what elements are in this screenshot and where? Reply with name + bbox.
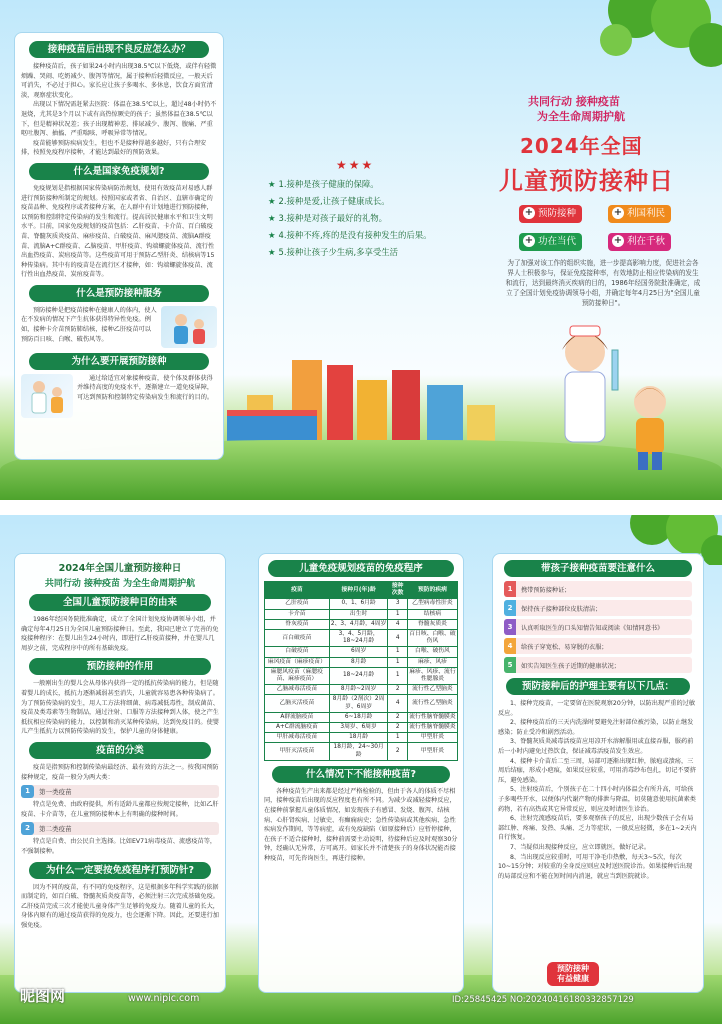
table-row bbox=[265, 619, 458, 629]
table-cell: 流行性脑脊髓膜炎 bbox=[407, 712, 457, 722]
family-illustration bbox=[161, 306, 217, 348]
paragraph: 特点是免费、由政府提供，所有适龄儿童都应按规定接种，比如乙肝疫苗、卡介苗等，在儿童预防接种本上有明确的接种时间。 bbox=[21, 801, 219, 818]
table-cell: 流行性脑脊髓膜炎 bbox=[407, 723, 457, 733]
slogan-list bbox=[268, 176, 468, 261]
section-title-precautions: 带孩子接种疫苗要注意什么 bbox=[504, 560, 692, 577]
table-cell: 卡介苗 bbox=[265, 609, 330, 619]
table-cell: 1 bbox=[388, 667, 407, 684]
table-row bbox=[265, 695, 458, 712]
table-cell: 白喉、破伤风 bbox=[407, 647, 457, 657]
table-cell: 3 bbox=[388, 599, 407, 609]
precaution-item bbox=[504, 619, 692, 635]
table-row bbox=[265, 723, 458, 733]
table-cell: 麻疹、风疹、流行性腮腺炎 bbox=[407, 667, 457, 684]
inner-left-panel bbox=[14, 553, 226, 993]
table-row bbox=[265, 733, 458, 743]
table-header-cell: 接种次数 bbox=[388, 582, 407, 599]
paragraph: 通过给适宜对象接种疫苗，使个体及群体获得并维持高度的免疫水平，逐渐建立一道免疫屏障，可达到预防和控制特定传染病发生和流行的目的。 bbox=[77, 374, 214, 402]
table-row bbox=[265, 685, 458, 695]
nurse-child-illustration bbox=[540, 322, 690, 472]
slogan-item: ★ 4.接种不疼,疼的是没有接种发生的后果。 bbox=[268, 230, 432, 240]
section-title-schedule: 儿童免疫规划疫苗的免疫程序 bbox=[268, 560, 454, 577]
paragraph: 出现以下情况需赶紧去医院：体温在38.5℃以上，超过48小时仍不退烧，尤其是3个月以下或有高热惊厥史的孩子；虽然体温在38.5℃以下，但是精神状况差；孩子出现精神差、排尿减少、腹泻、腹痛、严重呕吐腹泻、抽搐、严重喘咳、呼吸异常等情况。 bbox=[21, 101, 217, 138]
aftercare-item: 2、接种疫苗后的三天内洗澡时要避免注射部位被污染，以防止继发感染；防止受冷和剧烈活动。 bbox=[498, 719, 694, 736]
cover-tag: + 利在千秋 bbox=[608, 233, 671, 251]
table-cell: 1 bbox=[388, 647, 407, 657]
precaution-text: 携带预防接种证； bbox=[521, 586, 571, 594]
table-cell: 白破疫苗 bbox=[265, 647, 330, 657]
star-icon: ★ bbox=[268, 213, 276, 223]
aftercare-item: 8、当出现反应较重时，可用干净毛巾热敷，每天3~5次，每次10~15分钟；对较重的全身反应则应及时送医院诊治。如果接种后出现的局部反应和不能在短时间内消退，就应当到医院就诊。 bbox=[498, 853, 693, 880]
section-title-vaccine-types: 疫苗的分类 bbox=[29, 742, 211, 759]
table-row bbox=[265, 667, 458, 684]
watermark-id: ID:25845425 NO:20240416180332857129 bbox=[452, 995, 634, 1005]
cover-main-title: 儿童预防接种日 bbox=[499, 167, 674, 195]
section-title-why-schedule: 为什么一定要按免疫程序打预防针? bbox=[29, 862, 211, 879]
section-title-contraindications: 什么情况下不能接种疫苗? bbox=[272, 766, 450, 783]
table-cell: 甲肝减毒活疫苗 bbox=[265, 733, 330, 743]
table-cell: 2 bbox=[388, 743, 407, 760]
aftercare-item: 6、注射完流感疫苗后，要多观察孩子的反应，出现少数孩子会有局部红肿、疼痛、发热、头痛、乏力等症状，一般反应轻微，多在1~2天内自行恢复。 bbox=[498, 815, 697, 842]
health-badge: 预防接种 有益健康 bbox=[547, 962, 599, 986]
table-row bbox=[265, 647, 458, 657]
category-label: 2 第二类疫苗 bbox=[21, 822, 219, 835]
paragraph: 疫苗能够预防疾病发生，但也不是接种得越多越好，只有合理安排，按照免疫程序接种，才能达到最好的预防效果。 bbox=[21, 139, 207, 157]
table-cell: 18月龄 bbox=[329, 733, 388, 743]
table-cell: 乙肝疫苗 bbox=[265, 599, 330, 609]
table-cell: 脊髓灰质炎 bbox=[407, 619, 457, 629]
number-badge: 1 bbox=[504, 581, 516, 597]
number-badge: 2 bbox=[21, 822, 34, 835]
star-icon: ★ bbox=[268, 196, 276, 206]
watermark-brand: 昵图网 bbox=[20, 987, 66, 1005]
table-cell: 1 bbox=[388, 609, 407, 619]
precaution-text: 保持孩子接种部位皮肤清洁； bbox=[521, 605, 602, 613]
brochure-inner-side bbox=[0, 515, 722, 1024]
table-row bbox=[265, 657, 458, 667]
slogan-item: ★ 1.接种是孩子健康的保障。 bbox=[268, 179, 379, 189]
brochure-outer-side bbox=[0, 0, 722, 500]
paragraph: 接种疫苗后，孩子如果24小时内出现38.5℃以下低烧，或伴有轻微烦躁、哭闹、吃奶减少、腹泻等情况，属于接种后轻微反应，一般天后可消失，不必过于担心。家长应让孩子多喝水、多休息，饮食方面宜清淡，观察症状变化。 bbox=[21, 63, 217, 99]
star-icon: ★ bbox=[268, 179, 276, 189]
table-cell: 4 bbox=[388, 630, 407, 647]
table-cell: 乙型病毒性肝炎 bbox=[407, 599, 457, 609]
table-cell: 4 bbox=[388, 619, 407, 629]
table-cell: 流行性乙型脑炎 bbox=[407, 695, 457, 712]
section-title-immunization-plan: 什么是国家免疫规划? bbox=[29, 163, 209, 180]
cover-tag: + 预防接种 bbox=[519, 205, 582, 223]
slogan-item: ★ 3.接种是对孩子最好的礼物。 bbox=[268, 213, 388, 223]
table-cell: 2 bbox=[388, 723, 407, 733]
precaution-item bbox=[504, 581, 692, 597]
table-cell: 4 bbox=[388, 695, 407, 712]
precaution-text: 给孩子穿宽松、易穿脱的衣服； bbox=[521, 643, 608, 651]
table-row bbox=[265, 599, 458, 609]
sheet-divider bbox=[0, 500, 722, 515]
plus-icon: + bbox=[524, 207, 534, 218]
table-cell: 3周岁、6周岁 bbox=[329, 723, 388, 733]
table-cell: 8月龄（2剂次）2周岁、6周岁 bbox=[329, 695, 388, 712]
precaution-item bbox=[504, 638, 692, 654]
precaution-text: 如实告知医生孩子近期的健康状况； bbox=[521, 662, 620, 670]
watermark-url: www.nipic.com bbox=[128, 993, 200, 1004]
table-cell: 2 bbox=[388, 712, 407, 722]
cover-tag: + 功在当代 bbox=[519, 233, 582, 251]
paragraph: 预防接种是把疫苗接种在健康人的体内，使人在不发病的情况下产生抗体获得特异性免疫。例如，接种卡介苗预防肺结核，接种乙肝疫苗可以预防百日咳、白喉、破伤风等。 bbox=[21, 306, 157, 343]
aftercare-item: 5、注射疫苗后，个别孩子在二十四小时内体温会有所升高，可给孩子多喝些开水，以便体内代谢产物的排泄与降温，切莫随意使用抗菌素类药物，若有高热或其它异常反应，则应及时请医生诊治。 bbox=[498, 786, 696, 813]
table-cell: 甲型肝炎 bbox=[407, 743, 457, 760]
table-cell: 1 bbox=[388, 657, 407, 667]
aftercare-item: 3、脊髓灰质炎减毒活疫苗应用凉开水溶解服用或直接吞服，服药前后一小时内避免过热饮食，保证减毒活疫苗发生效应。 bbox=[498, 738, 694, 755]
table-cell: 0、1、6月龄 bbox=[329, 599, 388, 609]
section-title-function: 预防接种的作用 bbox=[29, 658, 211, 675]
star-icon: ★ bbox=[268, 247, 276, 257]
section-title-vaccination-service: 什么是预防接种服务 bbox=[29, 285, 209, 302]
paragraph: 一般刚出生的婴儿会从母体内获得一定的抵抗传染病的能力，但是随着婴儿的成长，抵抗力逐渐减弱甚至消失，儿童就容易患各种传染病了。为了预防传染病的发生，用人工方法将细菌、病毒减低毒性，制成菌苗、疫苗及类毒素等生物制品，通过注射、口服等方法接种到人体，使之产生抵抗相应传染病的能力，以控制和消灭某种传染病，达到免疫目的。使婴儿产生抵抗力以预防传染病的发生，保护儿童的身体健康。 bbox=[21, 680, 219, 736]
tree-leaves-decoration bbox=[596, 0, 722, 70]
category-label: 1 第一类疫苗 bbox=[21, 785, 219, 798]
inner-middle-panel bbox=[258, 553, 464, 993]
table-cell: 2、3、4月龄，4周岁 bbox=[329, 619, 388, 629]
inner-right-panel bbox=[492, 553, 704, 993]
cover-tag: + 利国利民 bbox=[608, 205, 671, 223]
inner-left-slogan: 共同行动 接种疫苗 为全生命周期护航 bbox=[44, 579, 196, 589]
table-cell: 8月龄~2周岁 bbox=[329, 685, 388, 695]
table-cell: 甲肝灭活疫苗 bbox=[265, 743, 330, 760]
paragraph: 因为不同的疫苗，有不同的免疫程序，这是根据多年科学实践的依据而制定的，如百白破、脊髓灰质炎疫苗等，必须注射三次完成基础免疫。乙肝疫苗完成三次才能使儿童身体产生足够的免疫力。随着儿童的长大，身体内原有的通过疫苗获得的免疫力，也会逐渐下降。因此，还要进行加强免疫。 bbox=[21, 883, 219, 929]
table-cell: 2 bbox=[388, 685, 407, 695]
section-title-aftercare: 预防接种后的护理主要有以下几点： bbox=[506, 678, 690, 695]
number-badge: 5 bbox=[504, 657, 516, 673]
number-badge: 1 bbox=[21, 785, 34, 798]
table-header-cell: 接种月(年)龄 bbox=[329, 582, 388, 599]
aftercare-item: 1、接种完疫苗，一定要留在医院观察20分钟，以防出现严重的过敏反应。 bbox=[498, 700, 696, 717]
table-cell: 18~24月龄 bbox=[329, 667, 388, 684]
precaution-text: 认真听取医生的口头知情告知或阅读《知情同意书》 bbox=[521, 624, 664, 632]
table-cell: 乙脑减毒活疫苗 bbox=[265, 685, 330, 695]
table-cell: A群流脑疫苗 bbox=[265, 712, 330, 722]
table-cell: 结核病 bbox=[407, 609, 457, 619]
precaution-item bbox=[504, 657, 692, 673]
table-cell: 8月龄 bbox=[329, 657, 388, 667]
star-icon: ★ bbox=[268, 230, 276, 240]
number-badge: 4 bbox=[504, 638, 516, 654]
section-title-why-vaccinate: 为什么要开展预防接种 bbox=[29, 353, 209, 370]
table-cell: 百白破疫苗 bbox=[265, 630, 330, 647]
table-cell: 乙脑灭活疫苗 bbox=[265, 695, 330, 712]
paragraph: 特点是自费、由公民自主选择。比如EV71病毒疫苗、流感疫苗等，不强制接种。 bbox=[21, 838, 217, 855]
table-cell: 6周岁 bbox=[329, 647, 388, 657]
slogan-item: ★ 2.接种是爱,让孩子健康成长。 bbox=[268, 196, 390, 206]
table-header-cell: 预防的疾病 bbox=[407, 582, 457, 599]
paragraph: 免疫规划是指根据国家传染病防治规划，使用有效疫苗对易感人群进行预防接种所制定的规划。按照国家或者省、自治区、直辖市确定的疫苗品种、免疫程序或者接种方案，在人群中有计划地进行预防接种，以预防和控制特定传染病的发生和流行。提高居民健康水平和卫生文明水平。目前，国家免疫规划的疫苗包括：乙肝疫苗、卡介苗、百白破疫苗、脊髓灰质炎疫苗、麻疹疫苗、白破疫苗、麻风腮疫苗、流脑A群疫苗、流脑A+C群疫苗、乙脑疫苗、甲肝疫苗、钩端螺旋体疫苗、流行性出血热疫苗、炭疽疫苗等。这些疫苗可用于预防乙型肝炎、结核病等15种传染病。其中有的疫苗是在流行区才接种，如：钩端螺旋体疫苗、流行性出血热疫苗、炭疽疫苗等。 bbox=[21, 184, 215, 279]
aftercare-item: 4、接种卡介苗后二至三周，局部可逐渐出现红肿，脓疱或溃疡，三周后结痂，形成小疤痕，如果反应较重，可用消毒纱布包扎，切记不要挤压，避免感染。 bbox=[498, 757, 696, 784]
table-cell: 3、4、5月龄，18~24月龄 bbox=[329, 630, 388, 647]
table-cell: A+C群流脑疫苗 bbox=[265, 723, 330, 733]
table-row bbox=[265, 630, 458, 647]
table-cell: 出生时 bbox=[329, 609, 388, 619]
paragraph: 1986年经国务院批准确定，成立了全国计划免疫协调领导小组，并确定每年4月25日为全国儿童预防接种日。至此，我国已建立了完善的免疫接种程序：在婴儿出生24小时内，即进行乙肝疫苗接种，并在婴儿几周岁之前，完成程序中的所有基础免疫。 bbox=[21, 616, 219, 652]
table-cell: 麻疹、风疹 bbox=[407, 657, 457, 667]
table-header-cell: 疫苗 bbox=[265, 582, 330, 599]
table-cell: 甲型肝炎 bbox=[407, 733, 457, 743]
table-cell: 6~18月龄 bbox=[329, 712, 388, 722]
plus-icon: + bbox=[613, 207, 623, 218]
plus-icon: + bbox=[613, 235, 623, 246]
table-cell: 流行性乙型脑炎 bbox=[407, 685, 457, 695]
table-cell: 18月龄，24~30月龄 bbox=[329, 743, 388, 760]
inner-left-title: 2024年全国儿童预防接种日 bbox=[58, 563, 182, 574]
section-title-adverse-reaction: 接种疫苗后出现不良反应怎么办？ bbox=[29, 41, 209, 58]
table-cell: 麻风疫苗（麻疹疫苗） bbox=[265, 657, 330, 667]
left-info-panel bbox=[14, 32, 224, 460]
table-cell: 百日咳、白喉、破伤风 bbox=[407, 630, 457, 647]
plus-icon: + bbox=[524, 235, 534, 246]
table-cell: 1 bbox=[388, 733, 407, 743]
cover-intro-text: 为了加强对该工作的组织实施，进一步提高影响力度，促进社会各界人士积极参与，保证免疫接种率，有效地防止相应传染病的发生和流行，达到最终消灭疾病的目的，1986年经国务院批准确定，成立了全国计划免疫协调领导小组，并确定每年4月25日为"全国儿童预防接种日"。 bbox=[505, 259, 701, 307]
slogan-item: ★ 5.接种让孩子少生病,多享受生活 bbox=[268, 247, 399, 257]
precaution-item bbox=[504, 600, 692, 616]
table-row bbox=[265, 712, 458, 722]
section-title-origin: 全国儿童预防接种日的由来 bbox=[29, 594, 211, 611]
table-cell: 麻腮风疫苗（麻腮疫苗、麻疹疫苗） bbox=[265, 667, 330, 684]
paragraph: 各种疫苗生产出来都是经过严格检验的，但由于各人的体质不尽相同，接种疫苗后出现的反应程度也有所不同。为减少或减轻接种反应，在接种前掌握儿童体质情况，如发现孩子有感冒、发烧、腹泻、结核病、心肝肾疾病、过敏史、有癫痫病史；急性传染病或其他疾病、急性疾病发作期间，等等病症，或有免疫缺陷（如原接种后）应暂停接种，在孩子不适合接种时，接种前需要主动说明，待接种后应及时观察30分钟，经确认无异常，方可离开。如家长并不清楚孩子的身体状况能否接种疫苗，可先咨询医生，再进行接种。 bbox=[264, 787, 458, 863]
cover-year-title: 2024年全国 bbox=[520, 134, 643, 158]
cover-slogan-line2: 为全生命周期护航 bbox=[537, 110, 625, 123]
aftercare-item: 7、当疑似出现接种反应，应立即就医，做好记录。 bbox=[510, 843, 651, 851]
number-badge: 3 bbox=[504, 619, 516, 635]
paragraph: 疫苗是指预防和控制传染病最经济、最有效的方法之一。按我国预防接种规定，疫苗一般分为两大类： bbox=[21, 763, 219, 781]
cover-slogan-line1: 共同行动 接种疫苗 bbox=[528, 95, 620, 108]
doctor-illustration bbox=[21, 374, 73, 418]
table-cell: 脊灰疫苗 bbox=[265, 619, 330, 629]
table-row bbox=[265, 743, 458, 760]
table-row bbox=[265, 609, 458, 619]
immunization-schedule-table bbox=[264, 581, 458, 761]
number-badge: 2 bbox=[504, 600, 516, 616]
decorative-stars: ★★★ bbox=[336, 158, 375, 172]
